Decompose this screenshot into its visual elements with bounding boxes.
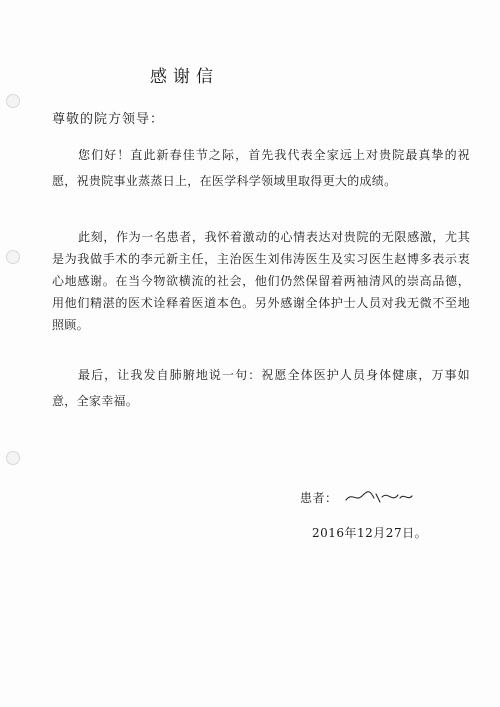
signature-label: 患者： bbox=[300, 491, 338, 505]
punch-hole bbox=[6, 451, 20, 465]
punch-hole bbox=[6, 94, 20, 108]
letter-paragraph-3: 最后，让我发自肺腑地说一句：祝愿全体医护人员身体健康，万事如意，全家幸福。 bbox=[52, 368, 470, 408]
signature-block bbox=[300, 488, 470, 509]
letter-date: 2016年12月27日。 bbox=[312, 526, 428, 540]
letter-title: 感谢信 bbox=[150, 67, 219, 87]
letter-paragraph-2: 此刻，作为一名患者，我怀着激动的心情表达对贵院的无限感激，尤其是为我做手术的李元新主任，主治医生刘伟涛医生及实习医生赵博多表示衷心地感谢。在当今物欲横流的社会，他们仍然保留着两袖清风的崇高品德，用他们精湛的医术诠释着医道本色。另外感谢全体护士人员对我无微不至地照顾。 bbox=[52, 230, 470, 332]
handwritten-signature bbox=[344, 488, 414, 509]
punch-hole bbox=[6, 250, 20, 264]
letter-salutation: 尊敬的院方领导： bbox=[52, 112, 165, 127]
letter-paragraph-1: 您们好！直此新春佳节之际，首先我代表全家远上对贵院最真挚的祝愿，祝贵院事业蒸蒸日上，在医学科学领域里取得更大的成绩。 bbox=[52, 148, 470, 188]
